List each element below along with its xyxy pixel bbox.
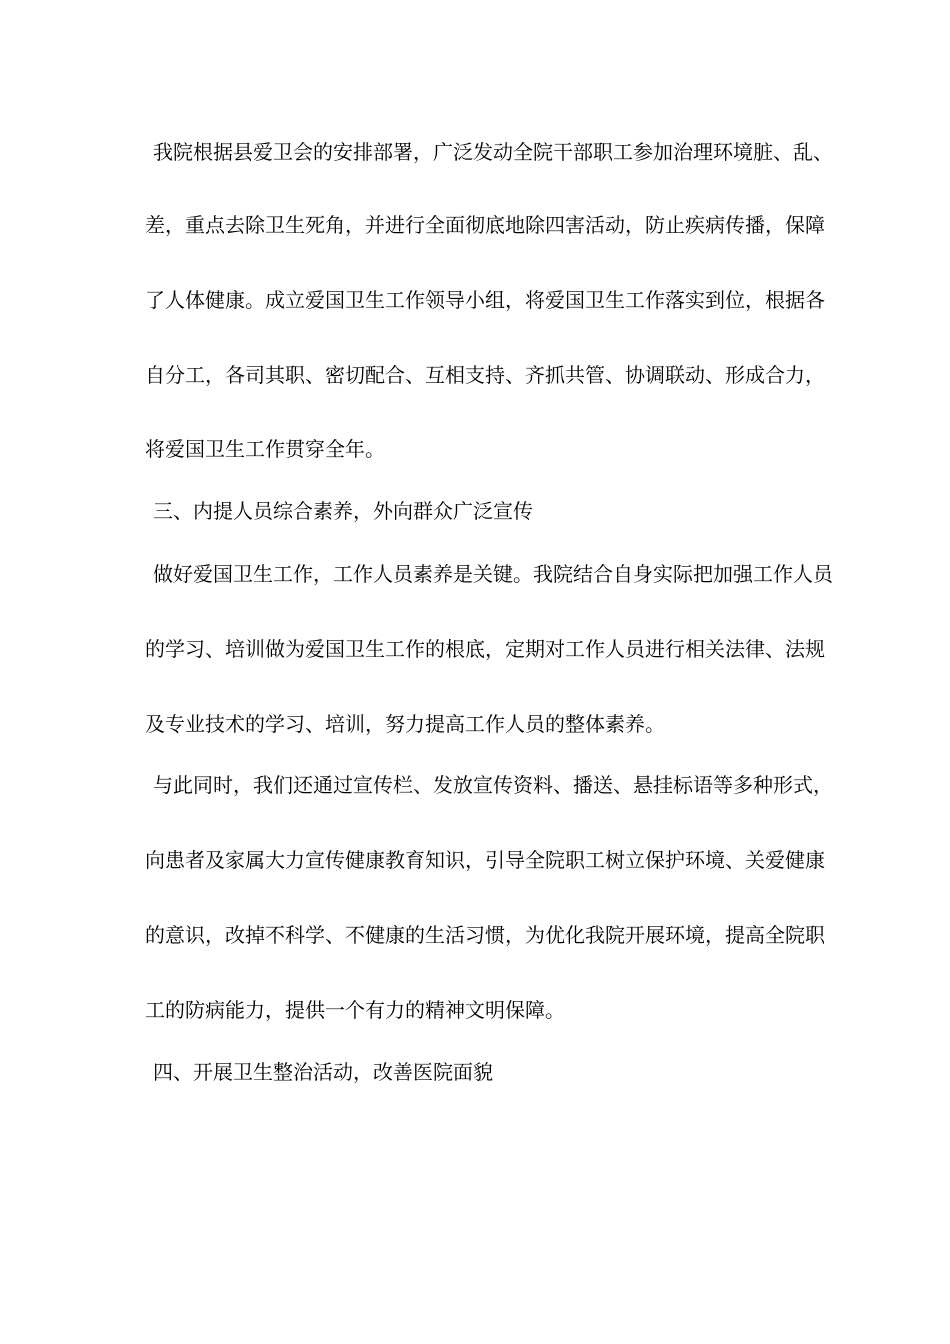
paragraph-3-line-2: 向患者及家属大力宣传健康教育知识，引导全院职工树立保护环境、关爱健康	[145, 848, 825, 872]
paragraph-3-line-3: 的意识，改掉不科学、不健康的生活习惯，为优化我院开展环境，提高全院职	[145, 923, 825, 947]
paragraph-1-line-1: 我院根据县爱卫会的安排部署，广泛发动全院干部职工参加治理环境脏、乱、	[153, 140, 833, 164]
section-heading-4: 四、开展卫生整治活动，改善医院面貌	[153, 1060, 493, 1084]
paragraph-3-line-4: 工的防病能力，提供一个有力的精神文明保障。	[145, 998, 565, 1022]
paragraph-2-line-2: 的学习、培训做为爱国卫生工作的根底，定期对工作人员进行相关法律、法规	[145, 637, 825, 661]
paragraph-2-line-3: 及专业技术的学习、培训，努力提高工作人员的整体素养。	[145, 712, 665, 736]
paragraph-1-line-2: 差，重点去除卫生死角，并进行全面彻底地除四害活动，防止疾病传播，保障	[145, 213, 825, 237]
paragraph-3-line-1: 与此同时，我们还通过宣传栏、发放宣传资料、播送、悬挂标语等多种形式，	[153, 773, 833, 797]
paragraph-1-line-3: 了人体健康。成立爱国卫生工作领导小组，将爱国卫生工作落实到位，根据各	[145, 288, 825, 312]
paragraph-1-line-4: 自分工，各司其职、密切配合、互相支持、齐抓共管、协调联动、形成合力，	[145, 363, 825, 387]
paragraph-1-line-5: 将爱国卫生工作贯穿全年。	[145, 437, 385, 461]
section-heading-3: 三、内提人员综合素养，外向群众广泛宣传	[153, 499, 533, 523]
paragraph-2-line-1: 做好爱国卫生工作，工作人员素养是关键。我院结合自身实际把加强工作人员	[153, 562, 833, 586]
